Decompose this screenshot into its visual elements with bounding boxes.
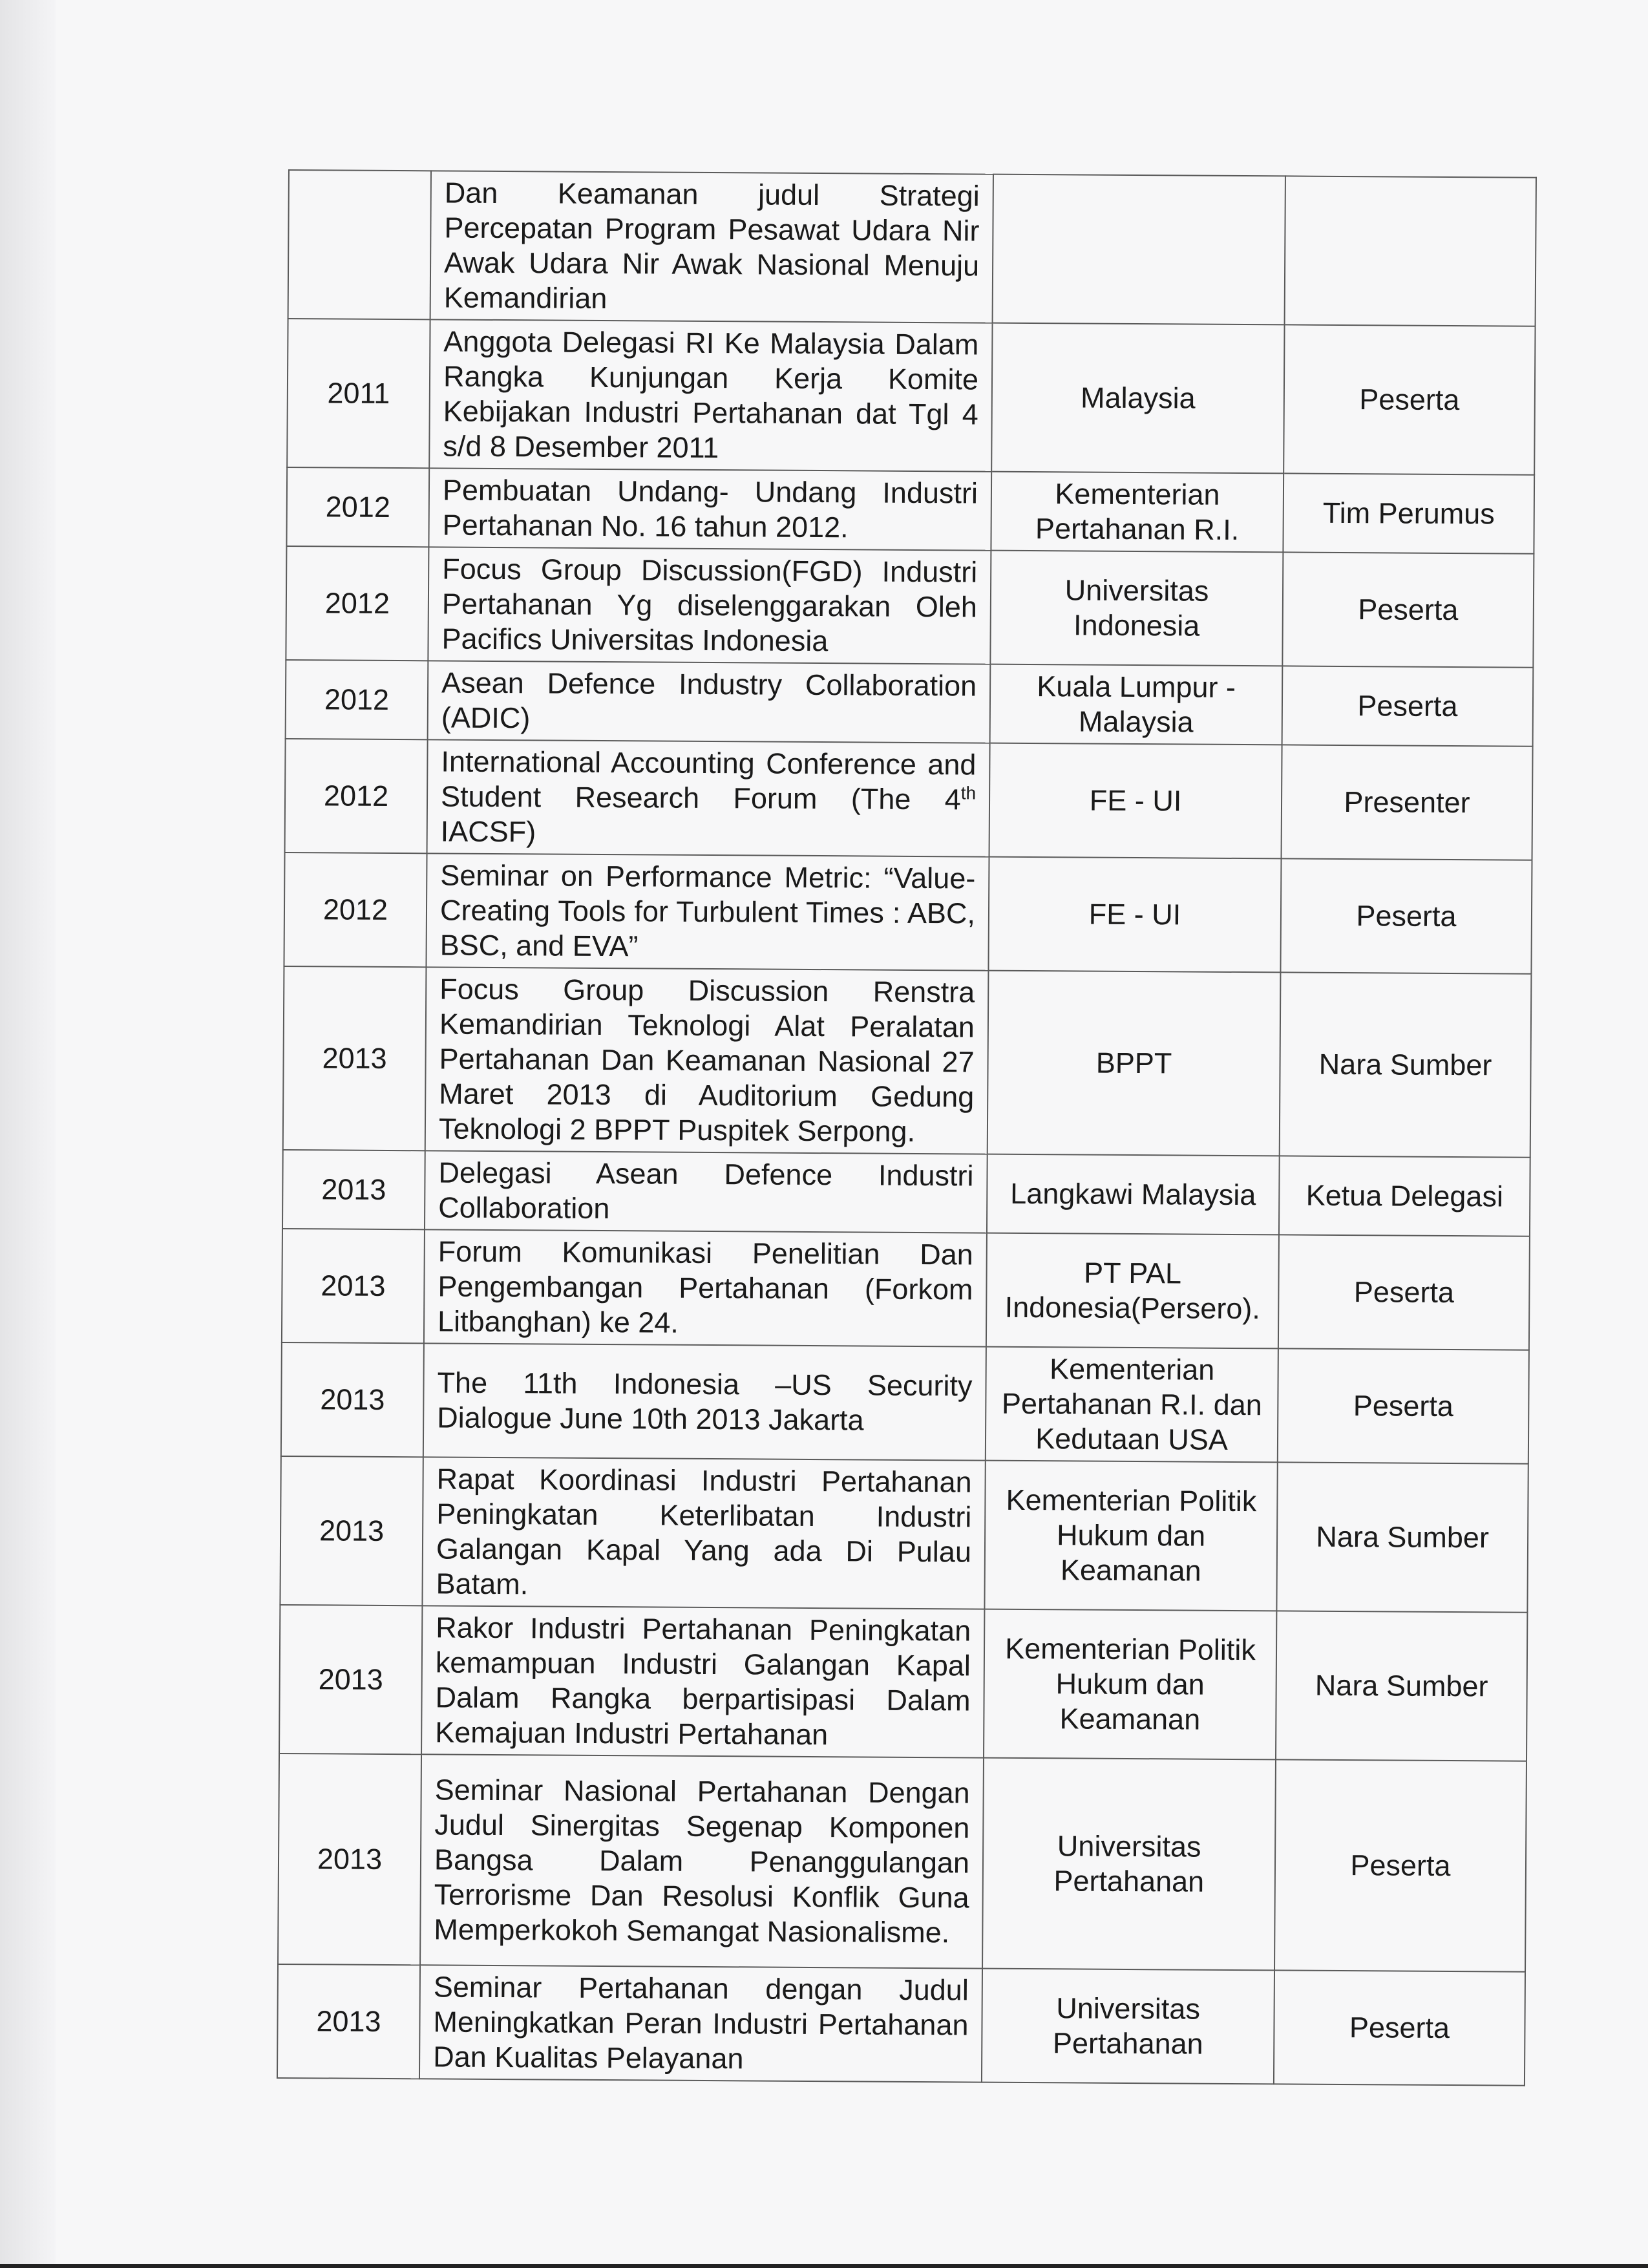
activity-cell: Focus Group Discussion Renstra Kemandirian Teknologi Alat Peralatan Pertahanan Dan Keamanan Nasional 27 Maret 2013 di Auditorium Gedung Teknologi 2 BPPT Puspitek Serpong. — [425, 967, 989, 1154]
table-row — [283, 966, 1532, 1158]
table-row — [286, 546, 1534, 668]
table-row — [282, 1229, 1530, 1350]
activity-cell: Pembuatan Undang- Undang Industri Pertahanan No. 16 tahun 2012. — [428, 468, 991, 550]
activity-cell: Seminar Nasional Pertahanan Dengan Judul Sinergitas Segenap Komponen Bangsa Dalam Penanggulangan Terrorisme Dan Resolusi Konflik Guna Memperkokoh Semangat Nasionalisme. — [420, 1754, 984, 1968]
ordinal-suffix: th — [960, 783, 977, 803]
table-row — [279, 1605, 1527, 1761]
activity-text: International Accounting Conference and Student Research Forum (The 4 — [440, 745, 977, 816]
activity-cell: Seminar on Performance Metric: “Value-Creating Tools for Turbulent Times : ABC, BSC, and EVA” — [426, 853, 989, 970]
role-cell: Peserta — [1284, 324, 1535, 474]
place-cell: Kuala Lumpur - Malaysia — [990, 664, 1283, 745]
role-cell: Peserta — [1274, 1970, 1525, 2085]
year-cell: 2013 — [279, 1605, 422, 1754]
role-cell: Nara Sumber — [1276, 1611, 1527, 1761]
role-cell: Presenter — [1282, 745, 1533, 860]
place-cell: Universitas Indonesia — [990, 551, 1283, 666]
activity-cell: Rapat Koordinasi Industri Pertahanan Peningkatan Keterlibatan Industri Galangan Kapal Yang ada Di Pulau Batam. — [422, 1457, 985, 1609]
year-cell: 2012 — [286, 660, 428, 739]
year-cell: 2013 — [281, 1342, 424, 1457]
scan-bottom-edge — [0, 2264, 1648, 2268]
table-row — [280, 1456, 1528, 1613]
activity-table — [277, 169, 1537, 2086]
place-cell: Kementerian Politik Hukum dan Keamanan — [984, 1609, 1276, 1760]
role-cell: Tim Perumus — [1283, 473, 1534, 553]
role-cell: Peserta — [1278, 1235, 1530, 1350]
year-cell — [288, 170, 431, 319]
table-row — [284, 853, 1532, 974]
place-cell: FE - UI — [989, 743, 1282, 859]
place-cell: BPPT — [988, 971, 1281, 1156]
place-cell — [993, 175, 1285, 325]
year-cell: 2013 — [277, 1964, 420, 2079]
place-cell: Langkawi Malaysia — [987, 1154, 1280, 1235]
table-row — [281, 1342, 1529, 1464]
year-cell: 2012 — [284, 853, 427, 967]
place-cell: Universitas Pertahanan — [982, 1969, 1274, 2084]
activity-cell: Seminar Pertahanan dengan Judul Meningkatkan Peran Industri Pertahanan Dan Kualitas Pelayanan — [419, 1965, 982, 2082]
place-cell: Kementerian Pertahanan R.I. — [991, 472, 1284, 553]
role-cell: Nara Sumber — [1280, 972, 1532, 1157]
activity-cell: The 11th Indonesia –US Security Dialogue June 10th 2013 Jakarta — [423, 1343, 986, 1460]
role-cell: Peserta — [1282, 552, 1534, 667]
activity-cell: Rakor Industri Pertahanan Peningkatan kemampuan Industri Galangan Kapal Dalam Rangka berpartisipasi Dalam Kemajuan Industri Pertahanan — [421, 1606, 984, 1757]
year-cell: 2012 — [286, 467, 429, 547]
year-cell: 2012 — [285, 739, 428, 853]
activity-cell: Anggota Delegasi RI Ke Malaysia Dalam Rangka Kunjungan Kerja Komite Kebijakan Industri Pertahanan dat Tgl 4 s/d 8 Desember 2011 — [429, 319, 992, 471]
activity-cell: Focus Group Discussion(FGD) Industri Pertahanan Yg diselenggarakan Oleh Pacifics Universitas Indonesia — [428, 547, 991, 664]
year-cell: 2013 — [282, 1150, 425, 1229]
year-cell: 2013 — [282, 1229, 425, 1343]
role-cell: Ketua Delegasi — [1279, 1156, 1530, 1236]
activity-cell: Forum Komunikasi Penelitian Dan Pengembangan Pertahanan (Forkom Litbanghan) ke 24. — [424, 1229, 987, 1346]
role-cell: Nara Sumber — [1276, 1462, 1528, 1612]
place-cell: FE - UI — [988, 857, 1281, 973]
table-row — [278, 1754, 1527, 1972]
document-page — [288, 169, 1536, 2079]
year-cell: 2013 — [278, 1754, 421, 1965]
role-cell: Peserta — [1278, 1348, 1529, 1463]
activity-cell — [427, 739, 990, 856]
role-cell: Peserta — [1280, 858, 1532, 973]
activity-cell: Asean Defence Industry Collaboration (ADIC) — [428, 661, 991, 743]
year-cell: 2013 — [280, 1456, 423, 1606]
place-cell: Kementerian Pertahanan R.I. dan Kedutaan USA — [986, 1347, 1278, 1463]
role-cell: Peserta — [1274, 1759, 1527, 1971]
year-cell: 2011 — [287, 319, 430, 468]
table-row — [282, 1150, 1530, 1236]
table-row — [277, 1964, 1525, 2086]
table-row — [285, 739, 1533, 860]
table-row — [288, 170, 1536, 326]
year-cell: 2013 — [283, 966, 427, 1150]
place-cell: Kementerian Politik Hukum dan Keamanan — [984, 1461, 1277, 1611]
scan-left-shadow — [0, 0, 56, 2268]
table-row — [287, 319, 1535, 475]
table-row — [286, 467, 1534, 554]
table-row — [286, 660, 1534, 747]
place-cell: Malaysia — [991, 323, 1284, 474]
role-cell: Peserta — [1282, 666, 1534, 746]
activity-text-tail: IACSF) — [440, 814, 536, 849]
place-cell: Universitas Pertahanan — [982, 1758, 1276, 1971]
place-cell: PT PAL Indonesia(Persero). — [986, 1233, 1279, 1349]
activity-cell: Delegasi Asean Defence Industri Collaboration — [425, 1150, 988, 1233]
role-cell — [1285, 176, 1536, 326]
year-cell: 2012 — [286, 546, 428, 661]
activity-cell: Dan Keamanan judul Strategi Percepatan Program Pesawat Udara Nir Awak Udara Nir Awak Nasional Menuju Kemandirian — [430, 171, 993, 323]
